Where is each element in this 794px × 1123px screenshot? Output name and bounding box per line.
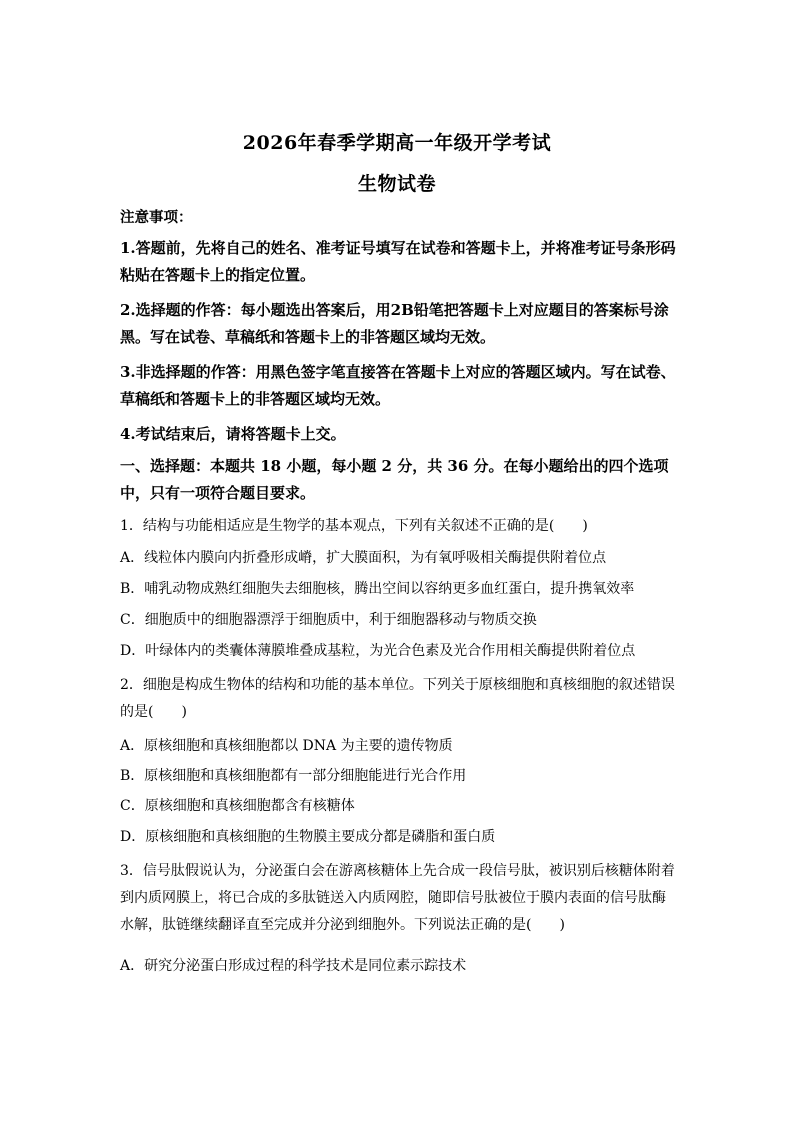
question-1-option-a: A．线粒体内膜向内折叠形成嵴，扩大膜面积，为有氧呼吸相关酶提供附着位点 [120, 550, 607, 566]
exam-subtitle: 生物试卷 [357, 173, 436, 195]
question-1-option-c: C．细胞质中的细胞器漂浮于细胞质中，利于细胞器移动与物质交换 [120, 612, 537, 628]
exam-title: 2026年春季学期高一年级开学考试 [242, 132, 552, 154]
question-3-stem: 3．信号肽假说认为，分泌蛋白会在游离核糖体上先合成一段信号肽，被识别后核糖体附着到内质网膜上，将已合成的多肽链送入内质网腔，随即信号肽被位于膜内表面的信号肽酶水解，肽链继续翻译直至完成并分泌到细胞外。下列说法正确的是( ) [120, 863, 675, 933]
question-1-stem: 1．结构与功能相适应是生物学的基本观点，下列有关叙述不正确的是( ) [120, 518, 588, 534]
question-1-option-b: B．哺乳动物成熟红细胞失去细胞核，腾出空间以容纳更多血红蛋白，提升携氧效率 [120, 581, 635, 597]
question-2-option-b: B．原核细胞和真核细胞都有一部分细胞能进行光合作用 [120, 768, 467, 784]
section-heading: 一、选择题：本题共 18 小题，每小题 2 分，共 36 分。在每小题给出的四个选项中，只有一项符合题目要求。 [120, 457, 669, 502]
notice-item-4: 4.考试结束后，请将答题卡上交。 [120, 425, 346, 443]
question-3-option-a: A．研究分泌蛋白形成过程的科学技术是同位素示踪技术 [120, 958, 467, 974]
notice-heading: 注意事项： [120, 209, 193, 226]
notice-item-3: 3.非选择题的作答：用黑色签字笔直接答在答题卡上对应的答题区域内。写在试卷、草稿纸和答题卡上的非答题区域均无效。 [120, 363, 676, 408]
notice-item-2: 2.选择题的作答：每小题选出答案后，用2B铅笔把答题卡上对应题目的答案标号涂黑。写在试卷、草稿纸和答题卡上的非答题区域均无效。 [120, 301, 669, 346]
question-2-option-d: D．原核细胞和真核细胞的生物膜主要成分都是磷脂和蛋白质 [120, 829, 496, 845]
notice-item-1: 1.答题前，先将自己的姓名、准考证号填写在试卷和答题卡上，并将准考证号条形码粘贴在答题卡上的指定位置。 [120, 239, 676, 284]
question-2-option-a: A．原核细胞和真核细胞都以 DNA 为主要的遗传物质 [120, 738, 453, 754]
question-1-option-d: D．叶绿体内的类囊体薄膜堆叠成基粒，为光合色素及光合作用相关酶提供附着位点 [120, 643, 636, 659]
question-2-stem: 2．细胞是构成生物体的结构和功能的基本单位。下列关于原核细胞和真核细胞的叙述错误的是( ) [120, 677, 675, 720]
question-2-option-c: C．原核细胞和真核细胞都含有核糖体 [120, 798, 355, 814]
